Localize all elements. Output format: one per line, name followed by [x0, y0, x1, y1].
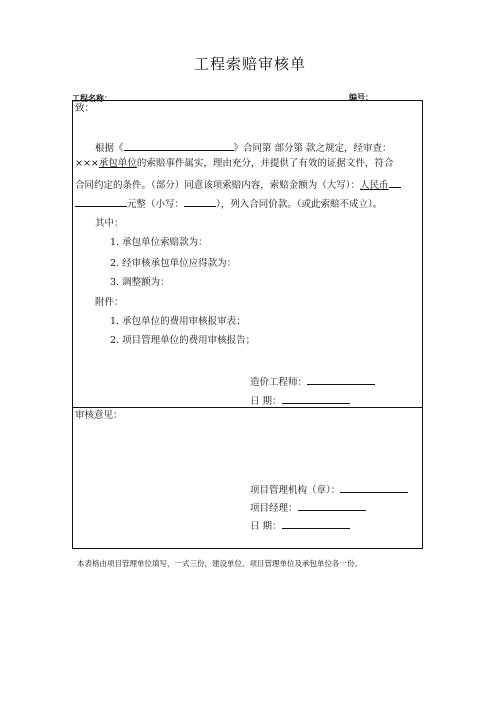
number-label: 编号：	[349, 93, 373, 102]
manager-field[interactable]	[298, 500, 366, 511]
attachments-label: 附件：	[95, 297, 124, 308]
footer-note: 本表格由项目管理单位填写，一式三份，建设单位、项目管理单位及承包单位各一份。	[77, 559, 362, 568]
opinion-label: 审核意见：	[75, 410, 123, 421]
item-adjustment: 3. 调整额为：	[110, 277, 170, 288]
attachment-item: 2. 项目管理单位的费用审核报告；	[110, 335, 256, 346]
among-label: 其中：	[95, 218, 124, 229]
yuan-label: 元整（小写：	[127, 199, 185, 210]
org-row	[250, 482, 408, 497]
date-row-2	[250, 518, 350, 533]
cost-engineer-label: 造价工程师：	[250, 377, 308, 388]
amount-small-suffix: ），列入合同价款。（或此索赔不成立）。	[216, 199, 383, 210]
manager-label: 项目经理：	[250, 503, 298, 514]
reason-prefix: ×××	[75, 158, 99, 169]
basis-line	[95, 140, 392, 155]
contract-name-field[interactable]	[124, 140, 234, 151]
reason-suffix: 的索赔事件属实，理由充分，并提供了有效的证据文件，符合	[136, 158, 394, 169]
project-name-label: 工程名称：	[72, 94, 112, 103]
manager-row	[250, 500, 366, 515]
org-label: 项目管理机构（章）：	[250, 485, 341, 496]
date-field-2[interactable]	[282, 518, 350, 529]
amount-line	[75, 177, 401, 192]
date-field-1[interactable]	[282, 393, 350, 404]
amount-prefix: 合同约定的条件。（部分）同意该项索赔内容，索赔金额为（大写）：	[75, 180, 361, 191]
date-label-1: 日 期：	[250, 396, 282, 407]
item-approved-amount: 2. 经审核承包单位应得款为：	[110, 258, 237, 269]
contractor-underlined: 承包单位	[98, 158, 137, 169]
date-label-2: 日 期：	[250, 521, 282, 532]
org-field[interactable]	[340, 482, 408, 493]
date-row-1	[250, 393, 350, 408]
amount-small-line	[75, 196, 382, 211]
item-claim-amount: 1. 承包单位索赔款为：	[110, 237, 208, 248]
section-divider	[72, 407, 423, 408]
amount-upper-field[interactable]	[389, 177, 401, 188]
amount-upper-field-cont[interactable]	[75, 196, 127, 207]
attachment-item: 1. 承包单位的费用审核报审表；	[110, 316, 246, 327]
cost-engineer-field[interactable]	[307, 374, 375, 385]
basis-suffix: 》合同第 部分第 款之规定，经审查：	[233, 143, 392, 154]
reason-line	[75, 158, 393, 170]
basis-prefix: 根据《	[95, 143, 124, 154]
form-title: 工程索赔审核单	[193, 55, 306, 73]
cost-engineer-row	[250, 374, 375, 389]
rmb-underlined: 人民币	[360, 180, 389, 191]
to-label: 致：	[75, 103, 95, 114]
amount-lower-field[interactable]	[184, 196, 216, 207]
